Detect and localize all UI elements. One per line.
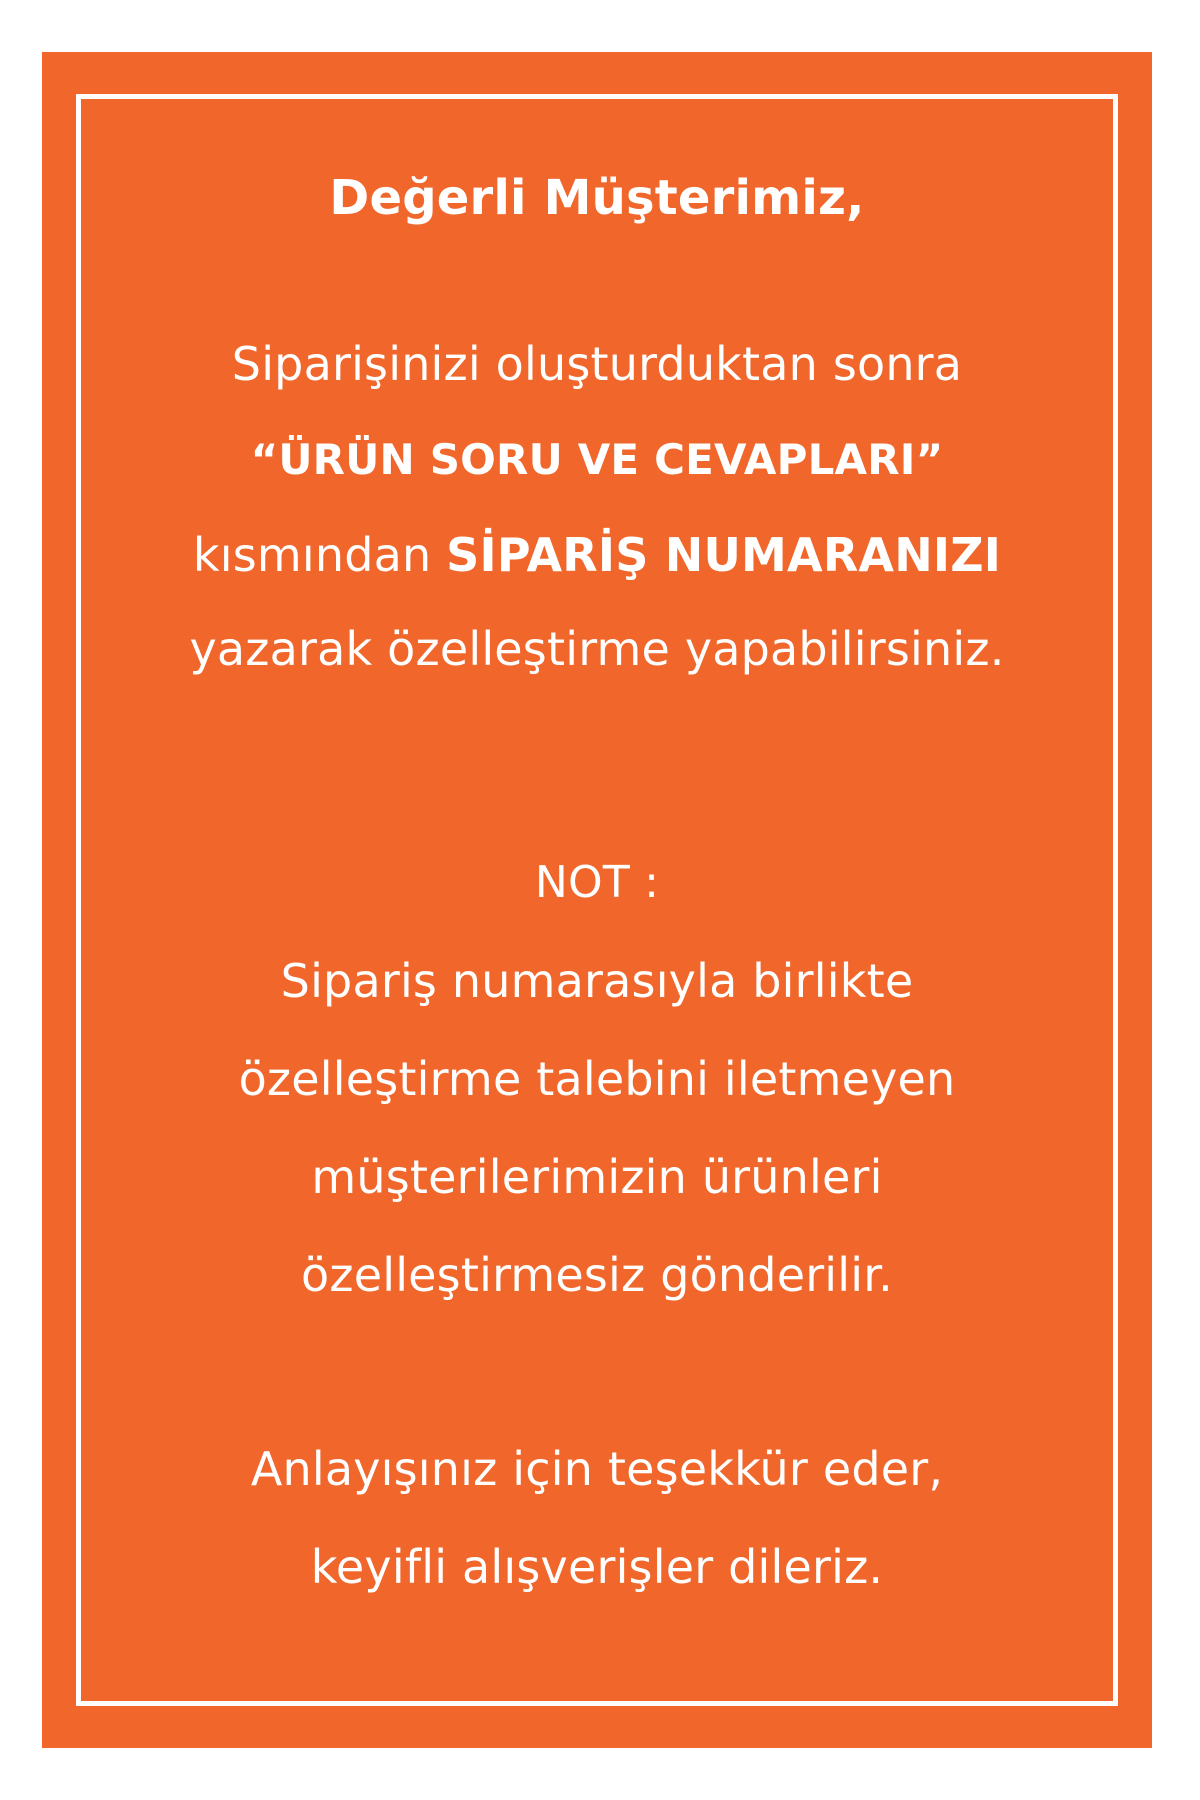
closing-line-1: Anlayışınız için teşekkür eder,: [250, 1442, 944, 1496]
instruction-line-3-prefix: kısmından: [192, 528, 447, 582]
greeting-heading: Değerli Müşterimiz,: [329, 170, 865, 226]
instruction-line-4: yazarak özelleştirme yapabilirsiniz.: [189, 622, 1005, 676]
note-line-3: müşterilerimizin ürünleri: [311, 1150, 883, 1204]
note-label: NOT :: [534, 857, 660, 908]
instruction-section-name: “ÜRÜN SORU VE CEVAPLARI”: [250, 435, 944, 484]
order-number-emphasis: SİPARİŞ NUMARANIZI: [446, 528, 1002, 582]
instruction-line-1: Siparişinizi oluşturduktan sonra: [231, 337, 963, 391]
note-line-1: Sipariş numarasıyla birlikte: [280, 954, 914, 1008]
closing-line-2: keyifli alışverişler dileriz.: [310, 1540, 884, 1594]
note-line-2: özelleştirme talebini iletmeyen: [238, 1052, 956, 1106]
note-line-4: özelleştirmesiz gönderilir.: [301, 1248, 893, 1302]
instruction-line-3: [42, 528, 1152, 582]
notice-card: [42, 52, 1152, 1748]
